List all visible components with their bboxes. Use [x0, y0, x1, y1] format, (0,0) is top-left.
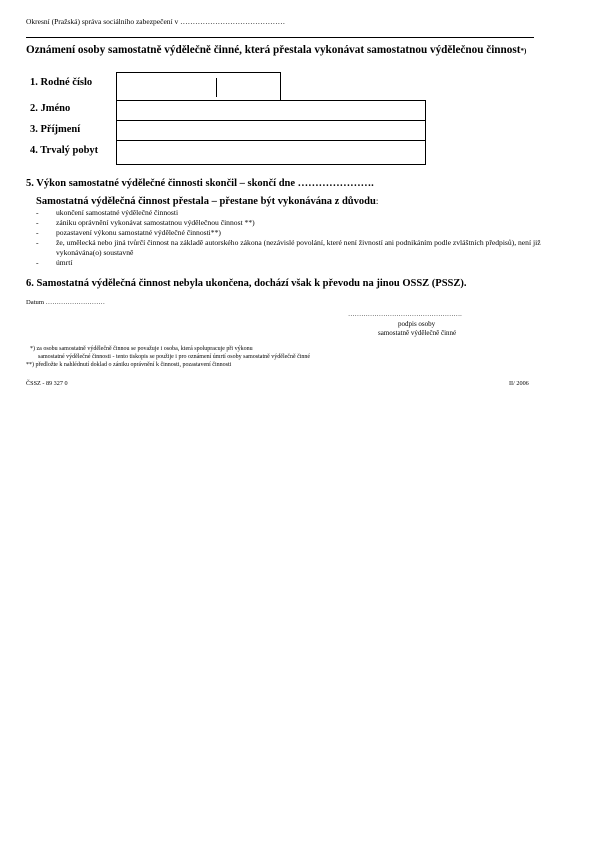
reason-item[interactable] [36, 208, 576, 218]
reason-item[interactable] [36, 218, 576, 228]
header-divider [26, 37, 534, 38]
reason-item[interactable] [36, 228, 576, 238]
rodne-cislo-label: 1. Rodné číslo [30, 77, 93, 88]
section5-heading: 5. Výkon samostatné výdělečné činnosti skončil – skončí dne …………………. [26, 178, 374, 189]
list-dash: - [36, 238, 39, 247]
list-dash: - [36, 228, 39, 237]
section5-subheading-colon: : [375, 196, 379, 206]
office-header: Okresní (Pražská) správa sociálního zabezpečení v …………………………………… [26, 17, 286, 26]
reason-text: že, umělecká nebo jiná tvůrčí činnost na základě autorského zákona (nezávislé povolání, které není živností ani podnikáním podle zvláštních předpisů), není již vykonávána(o) soustavně [56, 238, 541, 257]
footnote-1-line1: *) za osobu samostatně výdělečně činnou se považuje i osoba, která spolupracuje při výkonu [30, 346, 253, 352]
trvaly-pobyt-field[interactable] [116, 140, 426, 165]
signature-line[interactable]: ……………………………………………. [348, 311, 462, 318]
form-code: ČSSZ - 89 327 0 [26, 380, 68, 387]
list-dash: - [36, 258, 39, 267]
signature-caption-2: samostatně výdělečně činné [378, 329, 457, 337]
prijmeni-label: 3. Příjmení [30, 124, 81, 135]
form-title-text: Oznámení osoby samostatně výdělečně činné, která přestala vykonávat samostatnou výdělečnou činnost [26, 44, 521, 56]
section5-subheading [36, 196, 378, 207]
jmeno-field[interactable] [116, 100, 426, 122]
signature-caption-1: podpis osoby [398, 320, 436, 328]
reason-text: ukončení samostatné výdělečné činnosti [56, 208, 179, 217]
reason-text: pozastavení výkonu samostatné výdělečné činnosti**) [56, 228, 221, 237]
footnote-1-line2: samostatné výdělečné činnosti - tento tiskopis se použije i pro oznámení úmrtí osoby samostatně výdělečně činné [38, 354, 311, 360]
reason-list [36, 208, 576, 268]
reason-item[interactable] [36, 258, 576, 268]
form-title-note: *) [520, 47, 527, 55]
list-dash: - [36, 218, 39, 227]
section6-heading: 6. Samostatná výdělečná činnost nebyla ukončena, dochází však k převodu na jinou OSSZ (PSSZ). [26, 278, 467, 289]
form-version: II/ 2006 [509, 380, 529, 387]
trvaly-pobyt-label: 4. Trvalý pobyt [30, 145, 99, 156]
datum-field[interactable]: Datum ……………………… [26, 299, 105, 306]
form-title [26, 44, 526, 56]
reason-text: úmrtí [56, 258, 73, 267]
reason-item[interactable] [36, 238, 576, 258]
footnote-2: **) předložte k nahlédnutí doklad o zániku oprávnění k činnosti, pozastavení činnosti [26, 362, 232, 368]
section5-subheading-text: Samostatná výdělečná činnost přestala – přestane být vykonávána z důvodu [36, 196, 376, 207]
prijmeni-field[interactable] [116, 120, 426, 142]
reason-text: zániku oprávnění vykonávat samostatnou výdělečnou činnost **) [56, 218, 255, 227]
rodne-cislo-separator [216, 78, 217, 97]
jmeno-label: 2. Jméno [30, 103, 71, 114]
rodne-cislo-field[interactable] [116, 72, 281, 102]
list-dash: - [36, 208, 39, 217]
